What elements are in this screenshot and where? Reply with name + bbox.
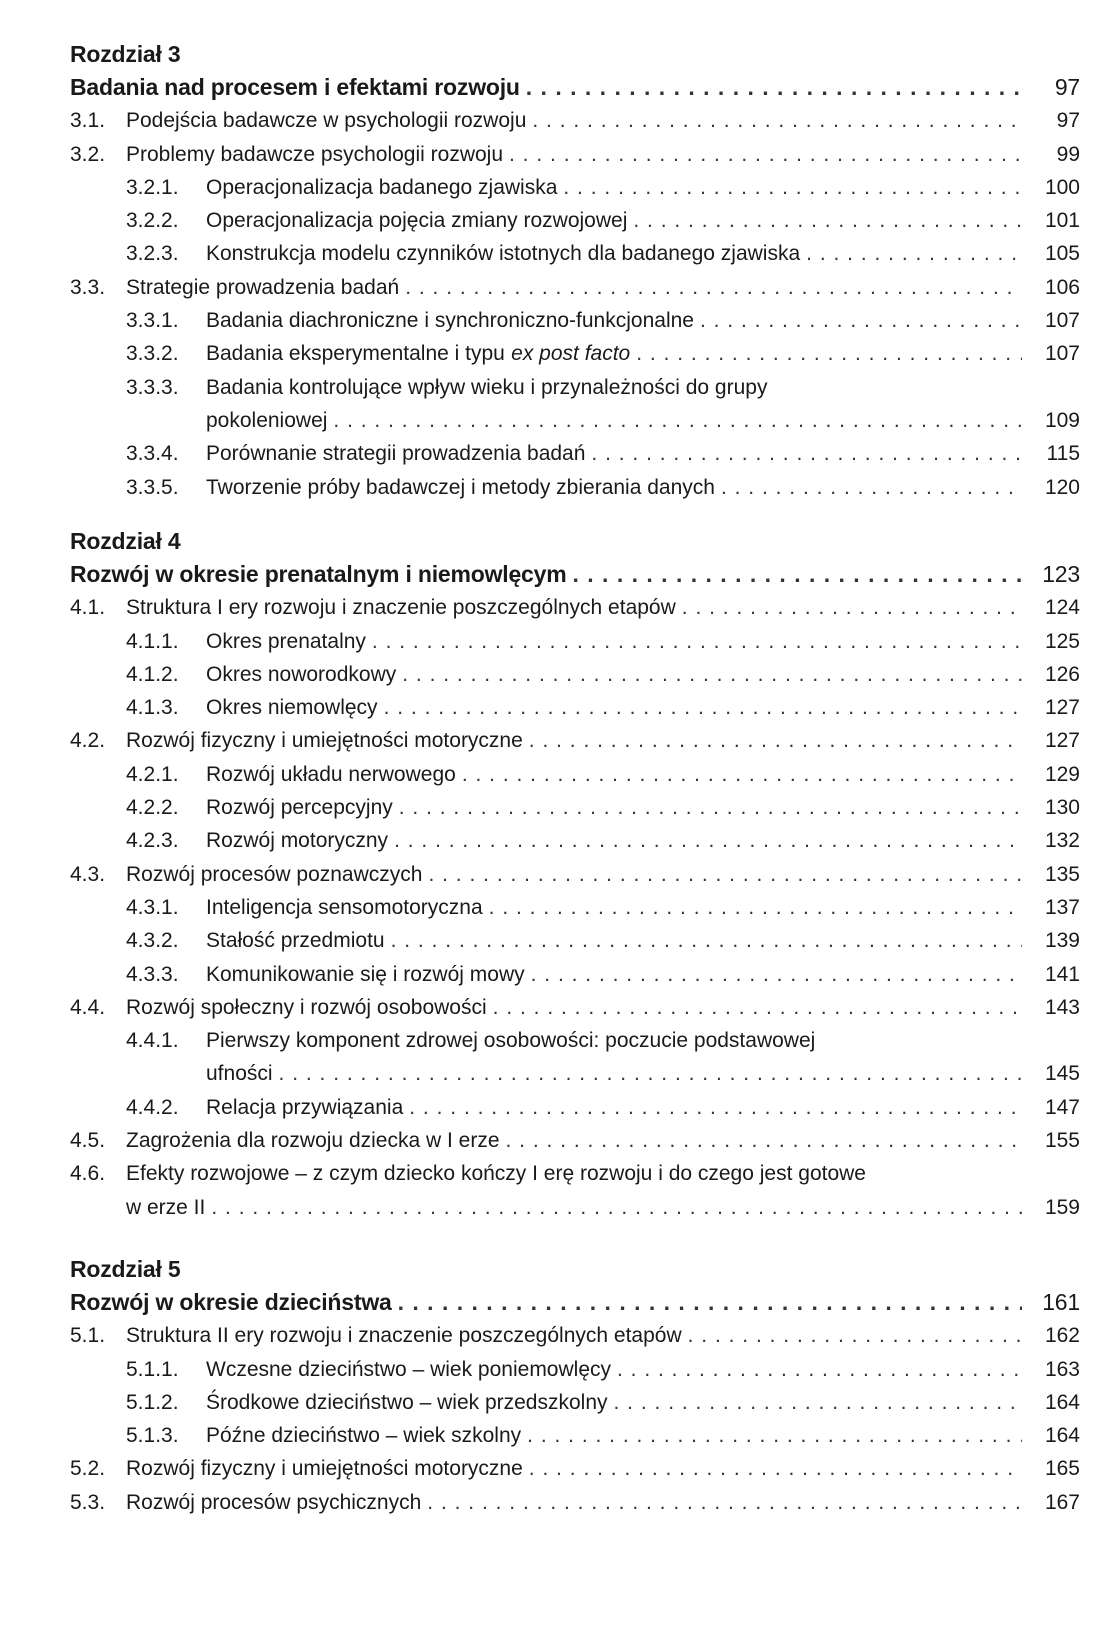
page-number: 115	[1046, 442, 1080, 466]
page-number: 126	[1044, 662, 1080, 686]
page-number: 105	[1044, 242, 1080, 266]
page-number: 161	[1042, 1289, 1080, 1315]
page-number: 97	[1054, 74, 1080, 100]
entry-title: Badania kontrolujące wpływ wieku i przynależności do grupy	[206, 375, 768, 399]
toc-entry	[70, 138, 1080, 171]
toc-entry	[70, 1091, 1080, 1124]
entry-title: Badania diachroniczne i synchroniczno-funkcjonalne	[206, 309, 694, 333]
entry-number: 4.4.1.	[126, 1029, 179, 1053]
entry-title: Operacjonalizacja badanego zjawiska	[206, 175, 558, 199]
entry-number: 5.1.	[70, 1324, 106, 1348]
entry-title: Inteligencja sensomotoryczna	[206, 895, 483, 919]
toc-entry	[70, 1353, 1080, 1386]
toc-entry	[70, 658, 1080, 691]
entry-title: Okres niemowlęcy	[206, 696, 378, 720]
entry-title: Komunikowanie się i rozwój mowy	[206, 962, 525, 986]
toc-entry	[70, 1124, 1080, 1157]
entry-title: Efekty rozwojowe – z czym dziecko kończy I erę rozwoju i do czego jest gotowe	[126, 1162, 866, 1186]
entry-number: 5.2.	[70, 1457, 106, 1481]
entry-title: Środkowe dzieciństwo – wiek przedszkolny	[206, 1390, 608, 1414]
entry-title: Pierwszy komponent zdrowej osobowości: poczucie podstawowej	[206, 1029, 816, 1053]
entry-title: Konstrukcja modelu czynników istotnych dla badanego zjawiska	[206, 242, 801, 266]
dot-leader	[526, 71, 1022, 104]
entry-number: 4.4.2.	[126, 1095, 179, 1119]
entry-number: 5.1.2.	[126, 1390, 179, 1414]
entry-title: Rozwój percepcyjny	[206, 796, 393, 820]
entry-title: Operacjonalizacja pojęcia zmiany rozwojowej	[206, 209, 628, 233]
page-number: 107	[1044, 342, 1080, 366]
dot-leader	[636, 337, 1022, 370]
toc-entry	[70, 204, 1080, 237]
entry-number: 3.2.	[70, 142, 106, 166]
entry-number: 3.3.4.	[126, 442, 179, 466]
entry-number: 3.2.1.	[126, 175, 179, 199]
page-number: 99	[1056, 142, 1080, 166]
dot-leader	[721, 471, 1022, 504]
page-number: 167	[1044, 1490, 1080, 1514]
entry-title: Rozwój procesów psychicznych	[126, 1490, 422, 1514]
dot-leader	[211, 1191, 1022, 1224]
dot-leader	[493, 991, 1022, 1024]
chapter-label: Rozdział 4	[70, 528, 181, 554]
page-number: 147	[1044, 1095, 1080, 1119]
entry-number: 3.3.2.	[126, 342, 179, 366]
page-number: 127	[1044, 729, 1080, 753]
entry-title: Późne dzieciństwo – wiek szkolny	[206, 1424, 522, 1448]
page-number: 130	[1044, 796, 1080, 820]
entry-number: 5.1.1.	[126, 1357, 179, 1381]
dot-leader	[806, 237, 1022, 270]
dot-leader	[529, 1452, 1022, 1485]
entry-title-continued: pokoleniowej	[206, 408, 328, 432]
entry-number: 3.3.3.	[126, 375, 179, 399]
dot-leader	[489, 891, 1022, 924]
entry-title-continued: ufności	[206, 1062, 273, 1086]
entry-title: Stałość przedmiotu	[206, 929, 385, 953]
toc-entry	[70, 1452, 1080, 1485]
chapter-section	[70, 1253, 1080, 1519]
dot-leader	[427, 1486, 1022, 1519]
dot-leader	[399, 791, 1022, 824]
dot-leader	[462, 758, 1022, 791]
entry-title: Rozwój społeczny i rozwój osobowości	[126, 995, 487, 1019]
toc-entry	[70, 724, 1080, 757]
dot-leader	[572, 558, 1022, 591]
page-number: 135	[1044, 862, 1080, 886]
page-number: 129	[1044, 762, 1080, 786]
page-number: 125	[1044, 629, 1080, 653]
entry-title: Strategie prowadzenia badań	[126, 275, 400, 299]
entry-title: Okres prenatalny	[206, 629, 366, 653]
entry-number: 5.1.3.	[126, 1424, 179, 1448]
toc-entry	[70, 991, 1080, 1024]
page-number: 163	[1044, 1357, 1080, 1381]
entry-number: 4.3.	[70, 862, 106, 886]
entry-title: Struktura II ery rozwoju i znaczenie poszczególnych etapów	[126, 1324, 682, 1348]
page-number: 137	[1044, 895, 1080, 919]
chapter-section	[70, 38, 1080, 504]
entry-title: Rozwój procesów poznawczych	[126, 862, 423, 886]
entry-number: 4.2.2.	[126, 796, 179, 820]
toc-entry	[70, 171, 1080, 204]
toc-entry	[70, 304, 1080, 337]
entry-title: Porównanie strategii prowadzenia badań	[206, 442, 586, 466]
page-number: 141	[1044, 962, 1080, 986]
toc-entry	[70, 891, 1080, 924]
chapter-title: Badania nad procesem i efektami rozwoju	[70, 74, 520, 100]
chapter-title-row	[70, 71, 1080, 104]
toc-entry	[70, 104, 1080, 137]
dot-leader	[563, 171, 1022, 204]
page-number: 132	[1044, 829, 1080, 853]
page-number: 124	[1044, 596, 1080, 620]
toc-entry	[70, 591, 1080, 624]
entry-number: 4.3.2.	[126, 929, 179, 953]
toc-entry	[70, 691, 1080, 724]
entry-title: Podejścia badawcze w psychologii rozwoju	[126, 109, 527, 133]
toc-entry	[70, 824, 1080, 857]
dot-leader	[402, 658, 1022, 691]
entry-title: Rozwój motoryczny	[206, 829, 389, 853]
entry-number: 4.5.	[70, 1129, 106, 1153]
page-number: 97	[1056, 109, 1080, 133]
toc-entry	[70, 958, 1080, 991]
dot-leader	[428, 858, 1022, 891]
entry-number: 4.1.1.	[126, 629, 179, 653]
page-number: 120	[1044, 475, 1080, 499]
toc-entry	[70, 924, 1080, 957]
toc-entry	[70, 371, 1080, 438]
dot-leader	[394, 824, 1022, 857]
page-number: 164	[1044, 1390, 1080, 1414]
toc-entry	[70, 625, 1080, 658]
dot-leader	[372, 625, 1022, 658]
toc-entry	[70, 758, 1080, 791]
entry-number: 5.3.	[70, 1490, 106, 1514]
entry-title: Wczesne dzieciństwo – wiek poniemowlęcy	[206, 1357, 611, 1381]
dot-leader	[633, 204, 1022, 237]
entry-title: Zagrożenia dla rozwoju dziecka w I erze	[126, 1129, 500, 1153]
dot-leader	[700, 304, 1022, 337]
entry-title-continued: w erze II	[126, 1195, 206, 1219]
toc-entry	[70, 1386, 1080, 1419]
page-number: 127	[1044, 696, 1080, 720]
entry-number: 4.1.	[70, 596, 106, 620]
page-number: 165	[1044, 1457, 1080, 1481]
page-number: 100	[1044, 175, 1080, 199]
toc-entry	[70, 1419, 1080, 1452]
dot-leader	[529, 724, 1022, 757]
page-number: 101	[1044, 209, 1080, 233]
entry-number: 4.4.	[70, 995, 106, 1019]
dot-leader	[333, 404, 1022, 437]
dot-leader	[531, 958, 1022, 991]
dot-leader	[384, 691, 1022, 724]
entry-number: 4.3.1.	[126, 895, 179, 919]
toc-entry	[70, 337, 1080, 370]
entry-number: 4.3.3.	[126, 962, 179, 986]
entry-number: 3.3.1.	[126, 309, 179, 333]
entry-title: Badania eksperymentalne i typu	[206, 342, 505, 366]
entry-title: Problemy badawcze psychologii rozwoju	[126, 142, 504, 166]
entry-number: 3.1.	[70, 109, 106, 133]
page-number: 155	[1044, 1129, 1080, 1153]
dot-leader	[688, 1319, 1022, 1352]
dot-leader	[614, 1386, 1022, 1419]
toc-entry	[70, 1157, 1080, 1224]
entry-number: 3.2.2.	[126, 209, 179, 233]
page-number: 123	[1042, 561, 1080, 587]
dot-leader	[398, 1286, 1022, 1319]
page-number: 159	[1044, 1195, 1080, 1219]
entry-title-italic: ex post facto	[511, 342, 631, 366]
dot-leader	[509, 138, 1022, 171]
entry-title: Rozwój fizyczny i umiejętności motoryczne	[126, 729, 523, 753]
page-number: 139	[1044, 929, 1080, 953]
dot-leader	[532, 104, 1022, 137]
page-number: 106	[1044, 275, 1080, 299]
entry-number: 4.2.3.	[126, 829, 179, 853]
entry-number: 4.6.	[70, 1162, 106, 1186]
page-number: 143	[1044, 995, 1080, 1019]
entry-number: 4.1.2.	[126, 662, 179, 686]
entry-title: Okres noworodkowy	[206, 662, 397, 686]
entry-number: 4.1.3.	[126, 696, 179, 720]
dot-leader	[682, 591, 1022, 624]
entry-number: 3.3.	[70, 275, 106, 299]
entry-title: Rozwój fizyczny i umiejętności motoryczne	[126, 1457, 523, 1481]
toc-entry	[70, 1024, 1080, 1091]
entry-title: Relacja przywiązania	[206, 1095, 404, 1119]
toc-entry	[70, 1319, 1080, 1352]
entry-number: 3.2.3.	[126, 242, 179, 266]
toc-entry	[70, 271, 1080, 304]
toc-entry	[70, 437, 1080, 470]
toc-entry	[70, 858, 1080, 891]
toc-entry	[70, 791, 1080, 824]
dot-leader	[617, 1353, 1022, 1386]
dot-leader	[409, 1091, 1022, 1124]
dot-leader	[405, 271, 1022, 304]
page-number: 109	[1044, 408, 1080, 432]
chapter-title: Rozwój w okresie dzieciństwa	[70, 1289, 392, 1315]
entry-title: Struktura I ery rozwoju i znaczenie poszczególnych etapów	[126, 596, 676, 620]
entry-number: 3.3.5.	[126, 475, 179, 499]
entry-title: Tworzenie próby badawczej i metody zbierania danych	[206, 475, 715, 499]
chapter-label: Rozdział 5	[70, 1256, 181, 1282]
page-number: 145	[1044, 1062, 1080, 1086]
toc-entry	[70, 1486, 1080, 1519]
toc-entry	[70, 471, 1080, 504]
entry-number: 4.2.	[70, 729, 106, 753]
dot-leader	[391, 924, 1022, 957]
chapter-section	[70, 525, 1080, 1224]
page-number: 162	[1044, 1324, 1080, 1348]
chapter-label: Rozdział 3	[70, 41, 181, 67]
chapter-title-row	[70, 558, 1080, 591]
dot-leader	[527, 1419, 1022, 1452]
toc-entry	[70, 237, 1080, 270]
entry-title: Rozwój układu nerwowego	[206, 762, 456, 786]
dot-leader	[591, 437, 1022, 470]
chapter-title: Rozwój w okresie prenatalnym i niemowlęcym	[70, 561, 567, 587]
page-number: 164	[1044, 1424, 1080, 1448]
entry-number: 4.2.1.	[126, 762, 179, 786]
page-number: 107	[1044, 309, 1080, 333]
chapter-title-row	[70, 1286, 1080, 1319]
dot-leader	[506, 1124, 1022, 1157]
dot-leader	[279, 1057, 1022, 1090]
